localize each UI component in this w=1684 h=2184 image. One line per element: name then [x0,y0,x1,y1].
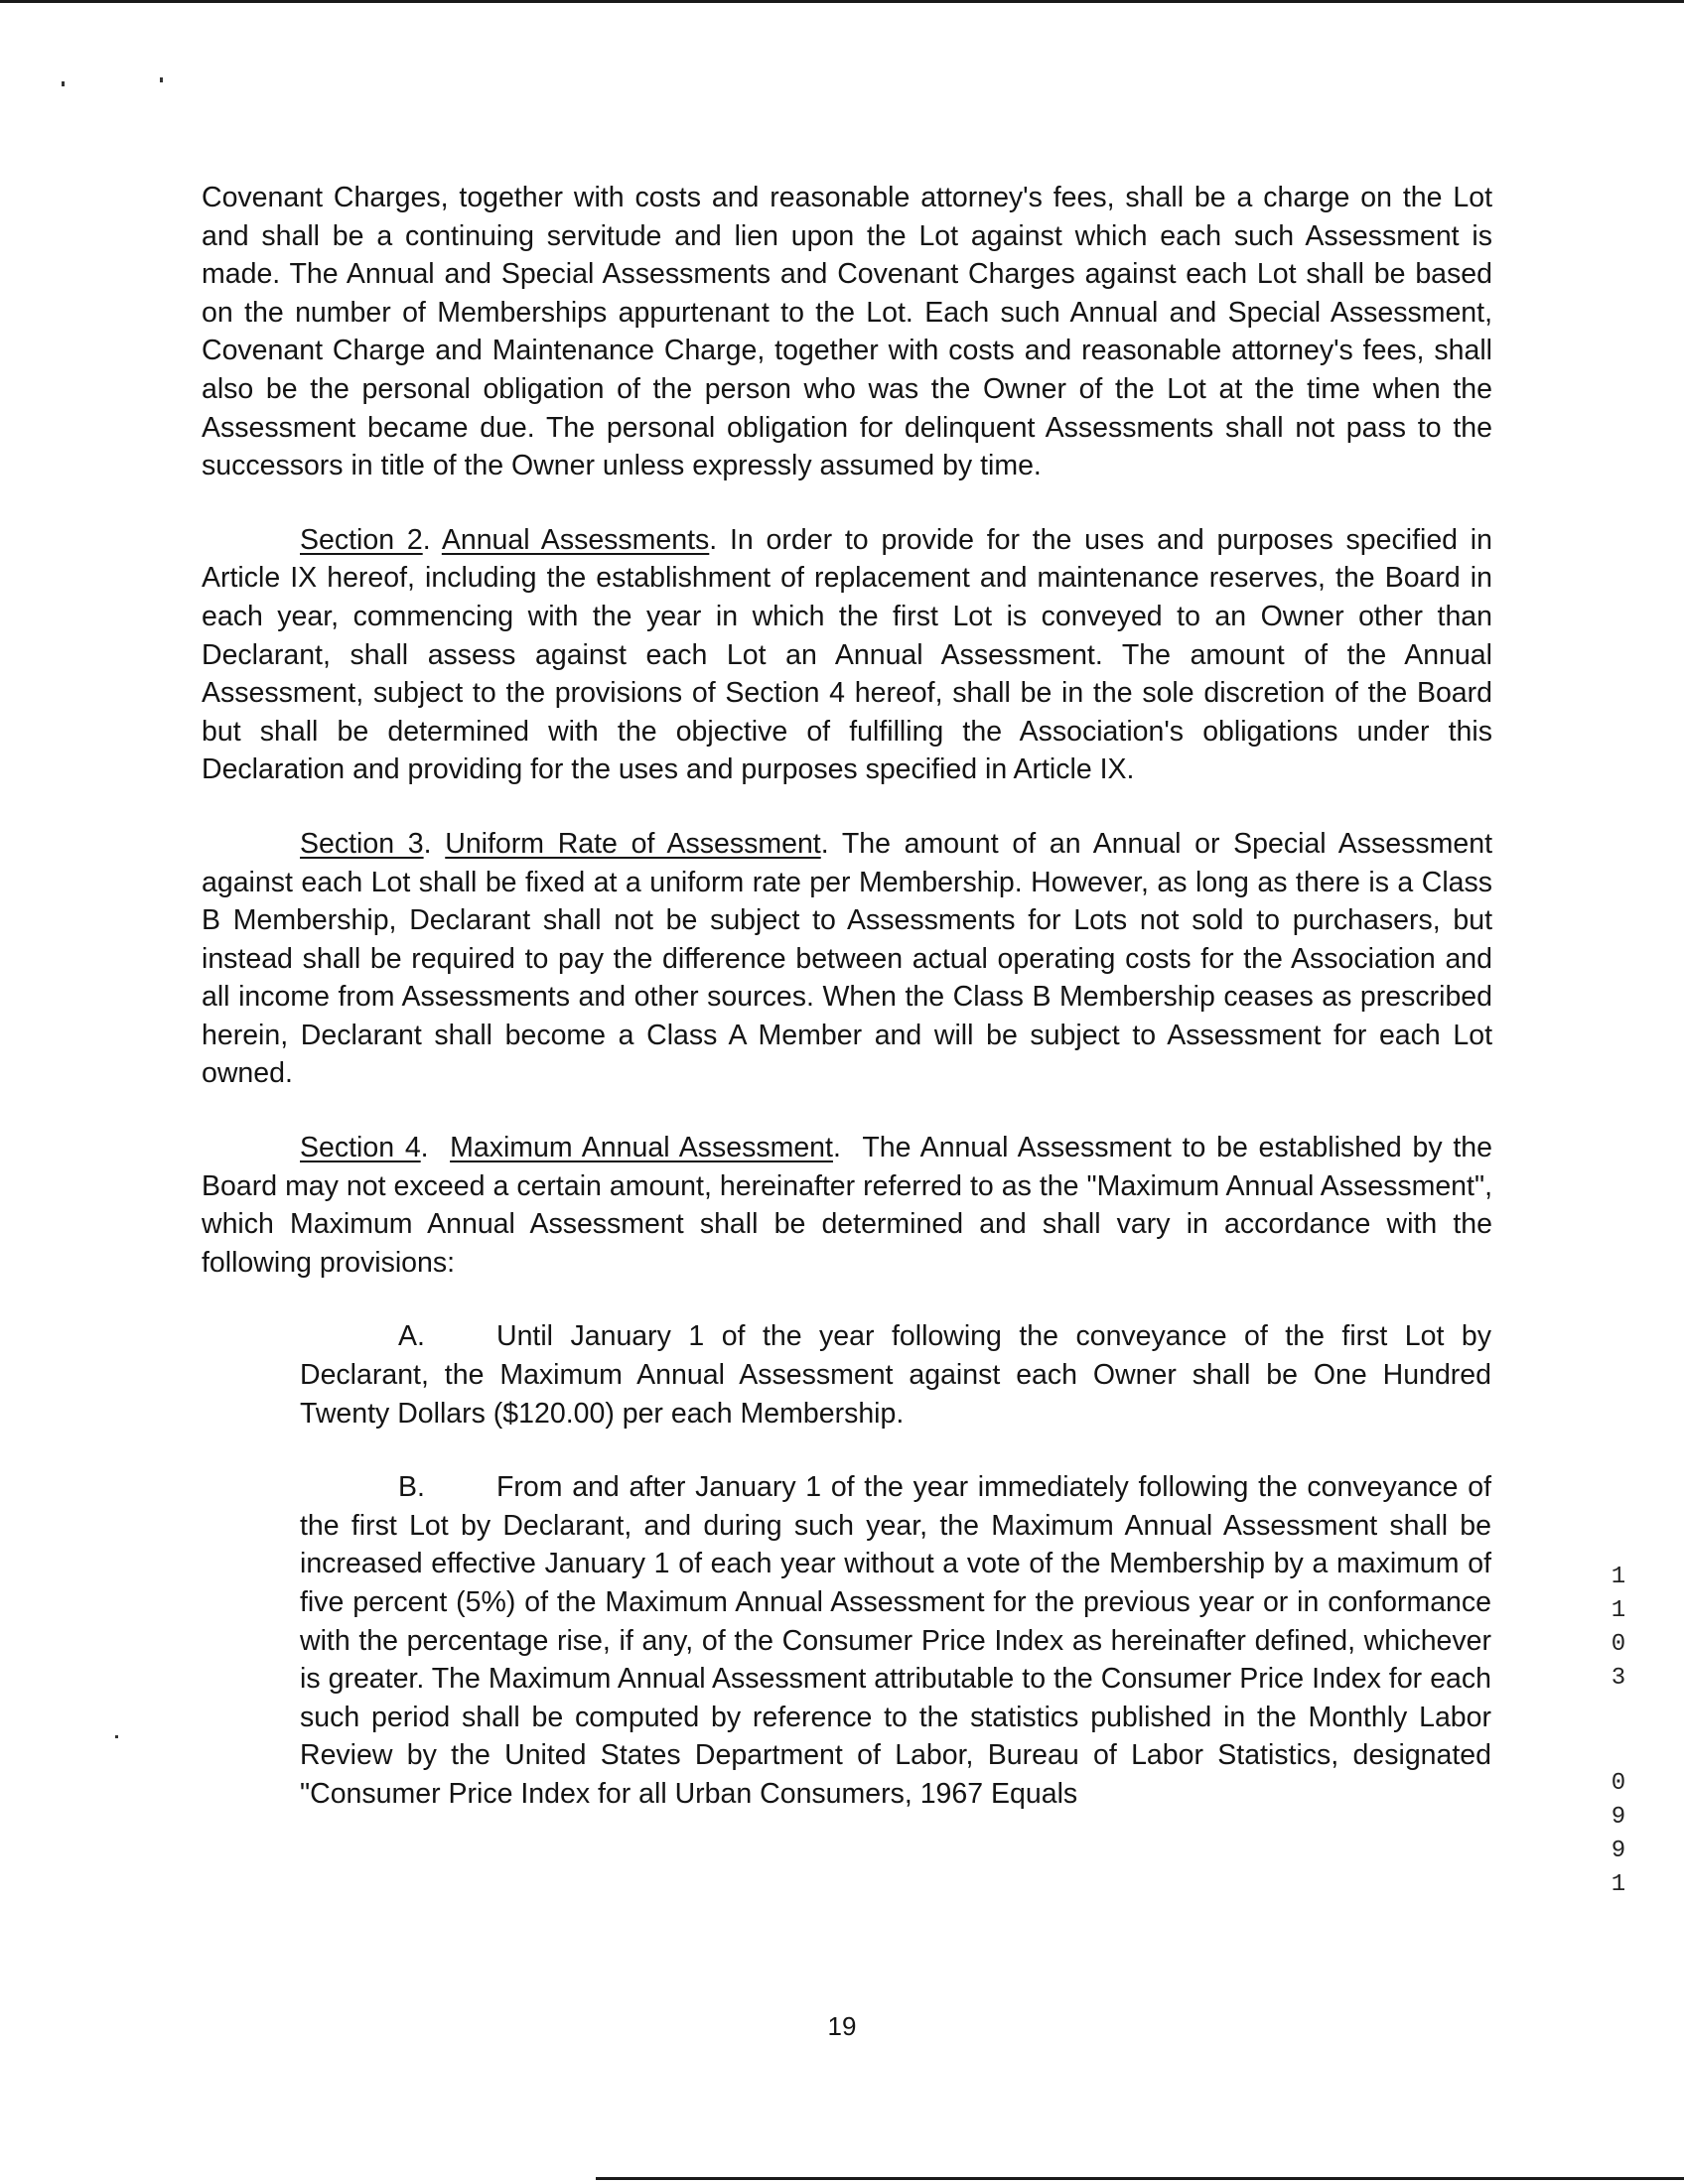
subparagraph-a-letter: A. [398,1320,425,1353]
paragraph-continuation: Covenant Charges, together with costs and reasonable attorney's fees, shall be a charge on the Lot and shall be a continuing servitude and lien upon the Lot against which each such Assessment is made. The Annual and Special Assessments and Covenant Charges against each Lot shall be based on the number of Memberships appurtenant to the Lot. Each such Annual and Special Assessment, Covenant Charge and Maintenance Charge, together with costs and reasonable attorney's fees, shall also be the personal obligation of the person who was the Owner of the Lot at the time when the Assessment became due. The personal obligation for delinquent Assessments shall not pass to the successors in title of the Owner unless expressly assumed by time. [202,182,1492,482]
section-4: Section 4. Maximum Annual Assessment. The Annual Assessment to be established by the Board may not exceed a certain amount, hereinafter referred to as the "Maximum Annual Assessment", which Maximum Annual Assessment shall be determined and shall vary in accordance with the following provisions: [202,1132,1492,1279]
scan-speck [115,1735,118,1738]
subparagraph-a [300,1317,1491,1433]
page-number: 19 [827,2011,857,2041]
section-2: Section 2. Annual Assessments. In order to provide for the uses and purposes specified in Article IX hereof, including the establishment of replacement and maintenance reserves, the Board in each year, commencing with the year in which the first Lot is conveyed to an Owner other than Declarant, shall assess against each Lot an Annual Assessment. The amount of the Annual Assessment, subject to the provisions of Section 4 hereof, shall be in the sole discretion of the Board but shall be determined with the objective of fulfilling the Association's obligations under this Declaration and providing for the uses and purposes specified in Article IX. [202,523,1492,786]
section-4-number: Section 4 [300,1132,421,1164]
document-body [202,179,1492,1849]
section-3-number: Section 3 [300,827,424,860]
scan-border-top [0,0,1684,3]
scan-speck [160,77,163,82]
scan-border-bottom [596,2177,1684,2180]
section-3-body: The amount of an Annual or Special Assessment against each Lot shall be fixed at a uniform rate per Membership. However, as long as there is a Class B Membership, Declarant shall not be subject to Assessments for Lots not sold to purchasers, but instead shall be required to pay the difference between actual operating costs for the Association and all income from Assessments and other sources. When the Class B Membership ceases as prescribed herein, Declarant shall become a Class A Member and will be subject to Assessment for each Lot owned. [202,827,1492,1090]
subparagraph-b [300,1468,1491,1813]
section-3-title: Uniform Rate of Assessment [445,827,821,860]
section-2-title: Annual Assessments [441,523,710,556]
margin-stamp-upper: 1103 [1611,1564,1626,1692]
margin-stamp-lower: 0991 [1611,1770,1626,1898]
subparagraph-a-body: Until January 1 of the year following the conveyance of the first Lot by Declarant, the Maximum Annual Assessment against each Owner shall be One Hundred Twenty Dollars ($120.00) per each Membership. [300,1320,1491,1430]
subparagraph-b-body: From and after January 1 of the year immediately following the conveyance of the first Lot by Declarant, and during such year, the Maximum Annual Assessment shall be increased effective January 1 of each year without a vote of the Membership by a maximum of five percent (5%) of the Maximum Annual Assessment for the previous year or in conformance with the percentage rise, if any, of the Consumer Price Index as hereinafter defined, whichever is greater. The Maximum Annual Assessment attributable to the Consumer Price Index for each such period shall be computed by reference to the statistics published in the Monthly Labor Review by the United States Department of Labor, Bureau of Labor Statistics, designated "Consumer Price Index for all Urban Consumers, 1967 Equals [300,1471,1491,1810]
section-2-number: Section 2 [300,523,423,556]
section-3: Section 3. Uniform Rate of Assessment. The amount of an Annual or Special Assessment against each Lot shall be fixed at a uniform rate per Membership. However, as long as there is a Class B Membership, Declarant shall not be subject to Assessments for Lots not sold to purchasers, but instead shall be required to pay the difference between actual operating costs for the Association and all income from Assessments and other sources. When the Class B Membership ceases as prescribed herein, Declarant shall become a Class A Member and will be subject to Assessment for each Lot owned. [202,827,1492,1090]
scan-speck [62,81,65,86]
subparagraph-b-letter: B. [398,1471,425,1504]
section-4-title: Maximum Annual Assessment [450,1132,833,1164]
section-4-body: The Annual Assessment to be established by the Board may not exceed a certain amount, hereinafter referred to as the "Maximum Annual Assessment", which Maximum Annual Assessment shall be determined and shall vary in accordance with the following provisions: [202,1132,1492,1279]
section-2-body: In order to provide for the uses and purposes specified in Article IX hereof, including the establishment of replacement and maintenance reserves, the Board in each year, commencing with the year in which the first Lot is conveyed to an Owner other than Declarant, shall assess against each Lot an Annual Assessment. The amount of the Annual Assessment, subject to the provisions of Section 4 hereof, shall be in the sole discretion of the Board but shall be determined with the objective of fulfilling the Association's obligations under this Declaration and providing for the uses and purposes specified in Article IX. [202,523,1492,786]
